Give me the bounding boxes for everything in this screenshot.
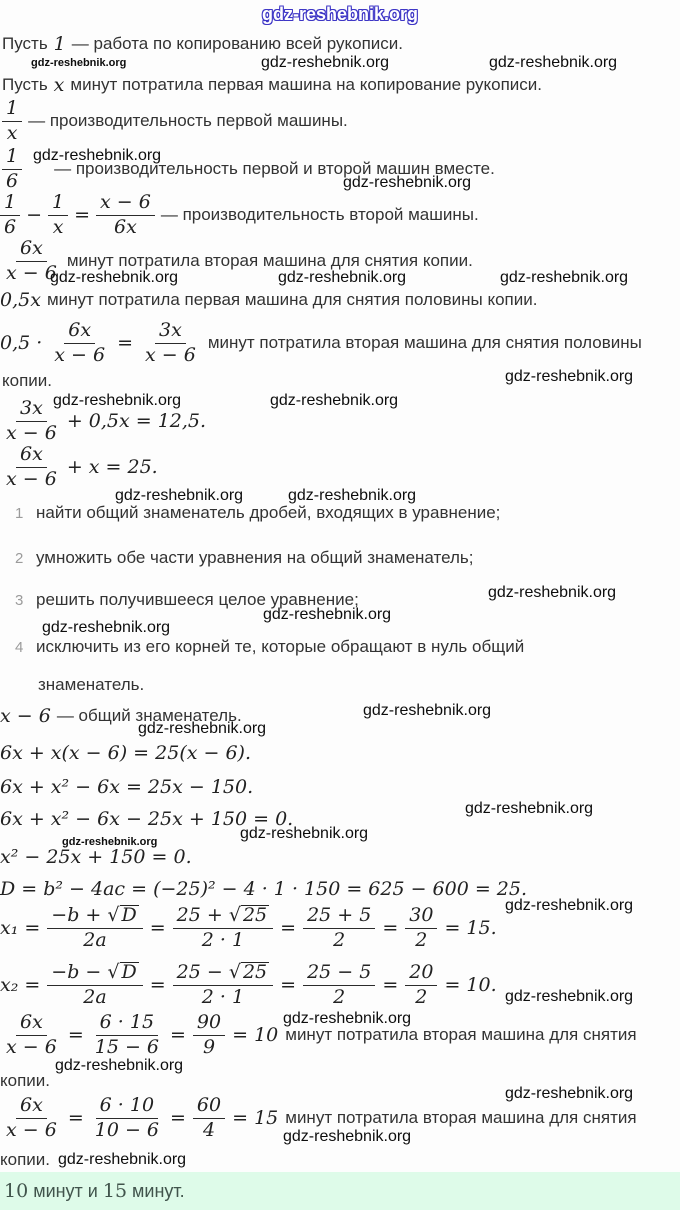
watermark: gdz-reshebnik.org — [55, 1057, 184, 1074]
rule-item-4 — [15, 637, 524, 657]
fraction-numerator: 60 — [193, 1095, 225, 1119]
x2-line — [0, 962, 497, 1009]
fraction-numerator: 6x — [64, 320, 95, 344]
half2-line — [0, 320, 642, 367]
intro-text: Пусть — [2, 34, 48, 53]
fraction-denominator: 9 — [202, 1035, 216, 1058]
equals-sign: = — [280, 917, 297, 940]
equation-6 — [0, 846, 192, 868]
rule-item-4-cont — [38, 675, 144, 695]
math-expression: + x = 25. — [66, 456, 158, 479]
fraction-denominator: 15 − 6 — [94, 1035, 159, 1058]
math-term: 1 — [53, 33, 66, 55]
equals-sign: = — [74, 204, 91, 227]
fraction-denominator: 2 — [333, 985, 346, 1008]
fraction-numerator — [173, 905, 273, 929]
equals-sign: = — [149, 974, 166, 997]
rule-number: 1 — [15, 505, 24, 522]
fraction — [47, 962, 142, 1009]
caption: — производительность второй машины. — [160, 205, 479, 225]
watermark: gdz-reshebnik.org — [500, 269, 629, 286]
watermark-top: gdz-reshebnik.org — [261, 4, 418, 24]
result-2-caption2 — [0, 1150, 50, 1170]
fraction-numerator: 25 + 5 — [303, 905, 375, 929]
fraction-numerator: 1 — [48, 192, 68, 216]
fraction-numerator: 6x — [16, 444, 47, 468]
equals-sign: = — [67, 1024, 84, 1047]
x1-line — [0, 905, 497, 952]
answer-text: минут и — [33, 1180, 98, 1201]
fraction — [2, 1095, 61, 1142]
intro-text: — работа по копированию всей рукописи. — [71, 34, 403, 53]
fraction-numerator: 6x — [16, 1012, 47, 1036]
watermark: gdz-reshebnik.org — [278, 269, 407, 286]
rule-text: решить получившееся целое уравнение; — [36, 590, 359, 609]
rule-text: умножить обе части уравнения на общий знаменатель; — [36, 548, 474, 567]
caption: минут потратила вторая машина для снятия — [285, 1108, 637, 1128]
math-term: −b + √ — [51, 904, 120, 926]
watermark: gdz-reshebnik.org — [31, 57, 127, 69]
math-term: x — [53, 74, 65, 96]
fraction — [405, 962, 437, 1009]
fraction-numerator: 90 — [193, 1012, 225, 1036]
equation-1 — [2, 398, 206, 445]
math-expression: 6x + x² − 6x − 25x + 150 = 0. — [0, 808, 294, 830]
math-term: 0,5 · — [0, 332, 43, 355]
caption: минут потратила вторая машина для снятия половины — [207, 333, 642, 353]
equation-3 — [0, 742, 251, 764]
rule-text: найти общий знаменатель дробей, входящих в уравнение; — [36, 503, 501, 522]
watermark: gdz-reshebnik.org — [62, 836, 158, 848]
watermark: gdz-reshebnik.org — [489, 54, 618, 71]
rule-text: знаменатель. — [38, 675, 145, 694]
caption: минут потратила первая машина для снятия половины копии. — [46, 290, 538, 309]
fraction-denominator: x − 6 — [54, 343, 106, 366]
fraction-numerator: 30 — [405, 905, 437, 929]
watermark: gdz-reshebnik.org — [261, 54, 390, 71]
fraction — [48, 192, 68, 239]
math-expression: + 0,5x = 12,5. — [66, 410, 207, 433]
rule-number: 3 — [15, 592, 24, 609]
caption: — производительность первой и второй машин вместе. — [54, 159, 495, 179]
fraction-numerator: 3x — [16, 398, 47, 422]
result-1-line — [2, 1012, 637, 1059]
math-result: = 15. — [444, 917, 497, 940]
fraction-denominator: x − 6 — [145, 343, 196, 366]
math-term: x − 6 — [0, 705, 51, 727]
rule-number: 2 — [15, 550, 24, 567]
fraction — [50, 320, 109, 367]
watermark: gdz-reshebnik.org — [263, 606, 392, 623]
fraction-denominator: x − 6 — [6, 421, 57, 444]
operator: − — [26, 204, 43, 227]
fraction-denominator: x — [52, 215, 64, 238]
watermark: gdz-reshebnik.org — [42, 619, 171, 636]
watermark: gdz-reshebnik.org — [33, 147, 162, 164]
fraction-denominator: x − 6 — [6, 1118, 57, 1141]
fraction — [91, 1095, 163, 1142]
fraction — [173, 962, 273, 1009]
result-1-caption2 — [0, 1071, 50, 1091]
watermark: gdz-reshebnik.org — [240, 825, 369, 842]
fraction-denominator: 2 · 1 — [201, 985, 245, 1008]
intro-line-1 — [2, 33, 403, 55]
fraction — [2, 398, 61, 445]
caption: копии. — [0, 1150, 51, 1169]
fraction — [47, 905, 142, 952]
fraction-numerator: 3x — [155, 320, 186, 344]
math-expression: D = b² − 4ac = (−25)² − 4 · 1 · 150 = 625 − 600 = 25. — [0, 878, 528, 900]
answer-bar — [0, 1172, 680, 1210]
caption: — производительность первой машины. — [28, 111, 348, 131]
equals-sign: = — [170, 1024, 186, 1047]
fraction-denominator: 2 · 1 — [201, 928, 245, 951]
fraction — [303, 905, 375, 952]
math-result: = 10 — [232, 1024, 279, 1047]
watermark: gdz-reshebnik.org — [488, 584, 617, 601]
fraction-denominator: 2 — [415, 928, 428, 951]
perf1-line — [2, 98, 348, 145]
fraction-numerator: 6 · 15 — [96, 1012, 158, 1036]
fraction — [405, 905, 437, 952]
equals-sign: = — [117, 332, 134, 355]
math-term: 25 + √ — [176, 904, 241, 926]
fraction-denominator: 2 — [415, 985, 428, 1008]
watermark: gdz-reshebnik.org — [283, 1010, 412, 1027]
watermark: gdz-reshebnik.org — [58, 1151, 187, 1168]
intro-text: Пусть — [2, 75, 48, 94]
perf2-line — [0, 192, 479, 239]
fraction — [96, 192, 155, 239]
math-expression: 6x + x² − 6x = 25x − 150. — [0, 776, 254, 798]
watermark: gdz-reshebnik.org — [138, 720, 267, 737]
caption: копии. — [2, 371, 53, 390]
equals-sign: = — [382, 917, 399, 940]
fraction-denominator: 2 — [333, 928, 346, 951]
fraction — [2, 1012, 61, 1059]
caption: копии. — [0, 1071, 51, 1090]
fraction — [2, 146, 22, 193]
watermark: gdz-reshebnik.org — [505, 368, 634, 385]
fraction — [193, 1012, 225, 1059]
sqrt-radicand: D — [121, 904, 137, 926]
fraction-numerator: 1 — [2, 98, 22, 122]
fraction-denominator: x − 6 — [6, 467, 57, 490]
answer-number: 15 — [102, 1180, 128, 1202]
fraction — [0, 192, 20, 239]
rule-item-2 — [15, 548, 473, 568]
fraction-denominator: 2a — [83, 985, 107, 1008]
fraction-numerator: x − 6 — [96, 192, 155, 216]
fraction-denominator: 2a — [83, 928, 107, 951]
watermark: gdz-reshebnik.org — [283, 1128, 412, 1145]
caption: — общий знаменатель. — [56, 706, 242, 725]
math-result: = 15 — [232, 1107, 279, 1130]
math-expression: x² − 25x + 150 = 0. — [0, 846, 192, 868]
watermark: gdz-reshebnik.org — [288, 487, 417, 504]
math-term: x₁ = — [0, 917, 41, 940]
equals-sign: = — [280, 974, 297, 997]
watermark: gdz-reshebnik.org — [363, 702, 492, 719]
sqrt-radicand: D — [121, 961, 137, 983]
sqrt-radicand: 25 — [242, 961, 268, 983]
watermark: gdz-reshebnik.org — [505, 897, 634, 914]
equals-sign: = — [382, 974, 399, 997]
fraction-numerator: 6x — [16, 238, 47, 262]
equals-sign: = — [170, 1107, 186, 1130]
fraction-denominator: 6 — [6, 169, 19, 192]
watermark: gdz-reshebnik.org — [53, 392, 182, 409]
fraction — [2, 98, 22, 145]
watermark: gdz-reshebnik.org — [465, 800, 594, 817]
rule-text: исключить из его корней те, которые обращают в нуль общий — [36, 637, 525, 656]
fraction-denominator: x — [6, 121, 18, 144]
equation-4 — [0, 776, 253, 798]
watermark: gdz-reshebnik.org — [115, 487, 244, 504]
fraction — [91, 1012, 163, 1059]
watermark: gdz-reshebnik.org — [505, 1085, 634, 1102]
caption: минут потратила вторая машина для снятия — [285, 1025, 637, 1045]
fraction — [141, 320, 200, 367]
discriminant-line — [0, 878, 527, 900]
half2-caption2 — [2, 371, 52, 391]
fraction-denominator: x − 6 — [6, 1035, 57, 1058]
fraction-denominator: x − 6 — [6, 261, 57, 284]
fraction — [173, 905, 273, 952]
answer-text: минут. — [132, 1180, 185, 1201]
fraction-numerator — [47, 962, 142, 986]
fraction-denominator: 6x — [114, 215, 137, 238]
rule-item-1 — [15, 503, 500, 523]
equation-2 — [2, 444, 158, 491]
math-result: = 10. — [444, 974, 497, 997]
math-term: 0,5x — [0, 289, 41, 311]
watermark: gdz-reshebnik.org — [505, 988, 634, 1005]
math-expression: 6x + x(x − 6) = 25(x − 6). — [0, 742, 251, 764]
math-term: x₂ = — [0, 974, 41, 997]
equals-sign: = — [149, 917, 166, 940]
watermark: gdz-reshebnik.org — [50, 269, 179, 286]
fraction-numerator: 1 — [0, 192, 20, 216]
fraction-numerator: 20 — [405, 962, 437, 986]
fraction-numerator — [47, 905, 142, 929]
intro-line-2 — [2, 74, 542, 96]
half1-line — [0, 289, 537, 311]
watermark: gdz-reshebnik.org — [270, 392, 399, 409]
caption: минут потратила вторая машина для снятия копии. — [66, 251, 473, 271]
sqrt-radicand: 25 — [242, 904, 268, 926]
fraction-denominator: 4 — [202, 1118, 216, 1141]
fraction — [193, 1095, 225, 1142]
fraction-numerator: 1 — [2, 146, 22, 170]
watermark: gdz-reshebnik.org — [343, 174, 472, 191]
equals-sign: = — [67, 1107, 84, 1130]
rule-number: 4 — [15, 639, 24, 656]
fraction — [2, 444, 61, 491]
fraction — [303, 962, 375, 1009]
fraction-numerator: 25 − 5 — [303, 962, 375, 986]
fraction-numerator: 6 · 10 — [96, 1095, 158, 1119]
math-term: −b − √ — [51, 961, 120, 983]
fraction-numerator: 6x — [16, 1095, 47, 1119]
fraction-denominator: 10 − 6 — [94, 1118, 159, 1141]
fraction-denominator: 6 — [4, 215, 17, 238]
math-term: 25 − √ — [176, 961, 241, 983]
answer-number: 10 — [4, 1180, 29, 1202]
fraction-numerator — [173, 962, 273, 986]
intro-text: минут потратила первая машина на копирование рукописи. — [70, 75, 543, 94]
